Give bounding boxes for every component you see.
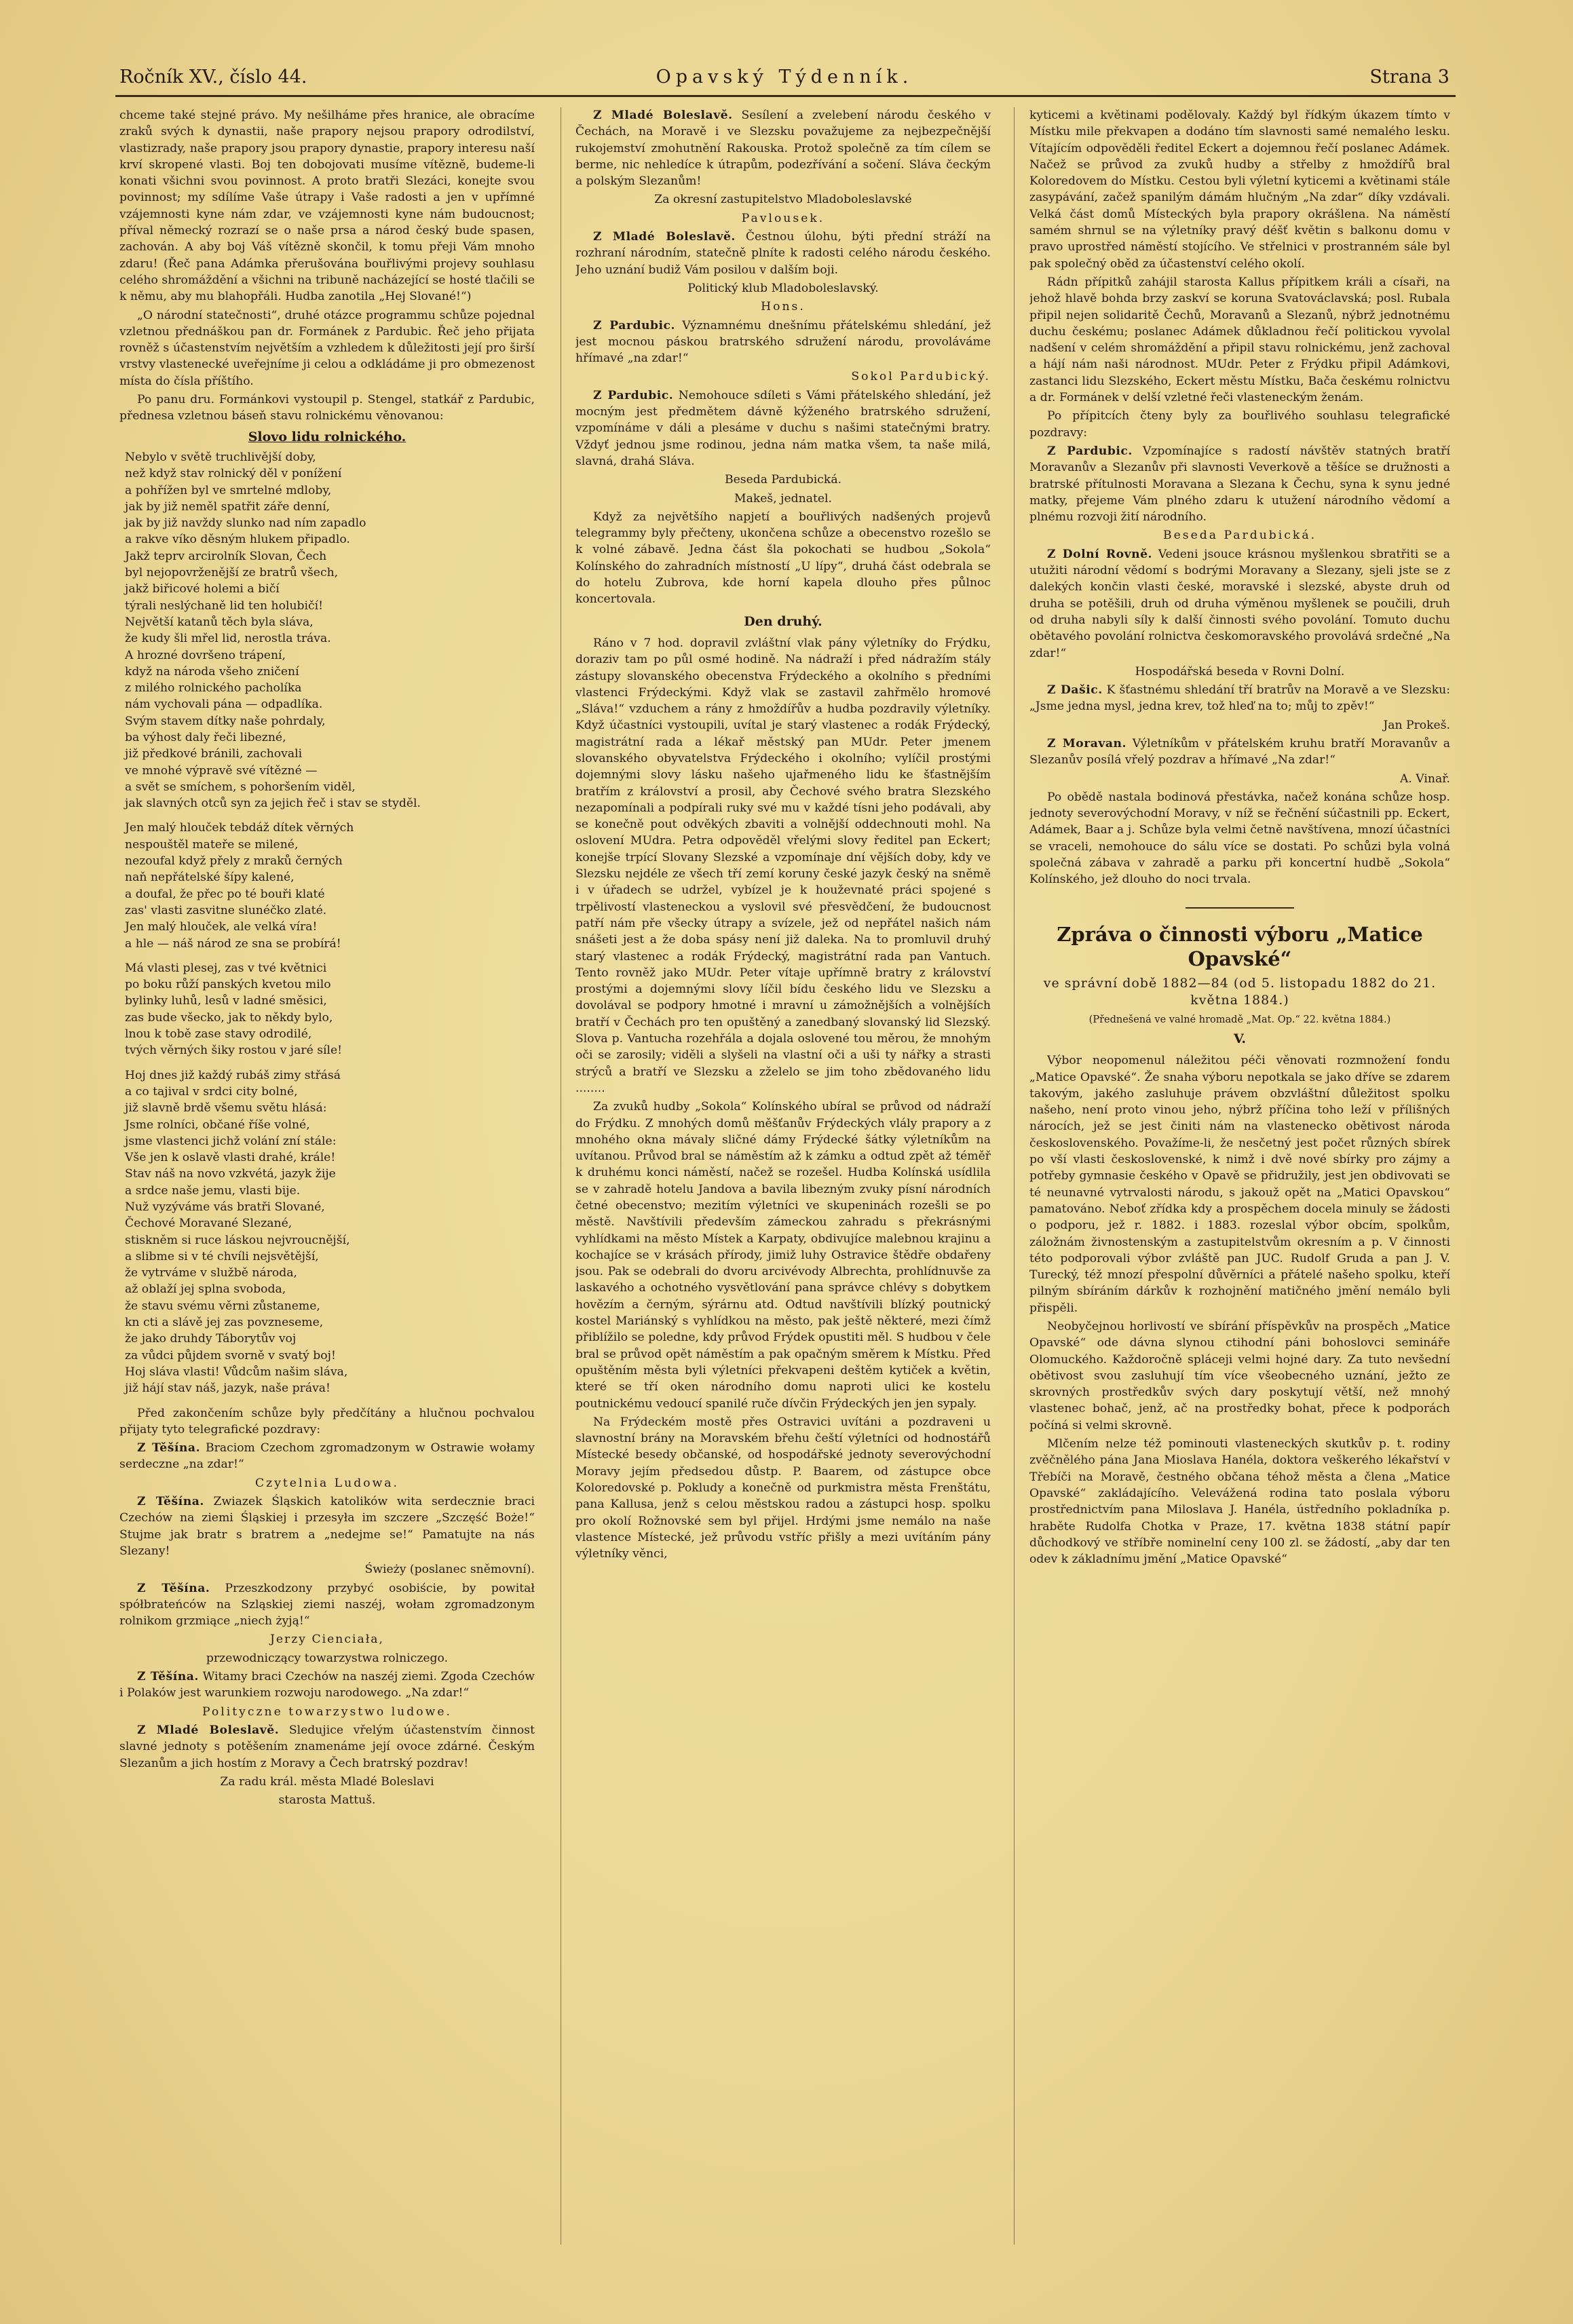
paragraph: Po přípitcích čteny byly za bouřlivého souhlasu telegrafické pozdravy: [1029,409,1450,440]
poem-line: ba výhost daly řeči libezné, [125,730,286,744]
poem-line: již hájí stav náš, jazyk, naše práva! [125,1382,330,1396]
telegram-signature: Beseda Pardubická. [724,473,842,487]
paragraph: Před zakončením schůze byly předčítány a hlučnou pochvalou přijaty tyto telegrafické pozdravy: [119,1406,535,1436]
telegram-text: Vedeni jsouce krásnou myšlenkou sbratřiti se a utužiti národní vědomí s bodrými Moravany a Slezany, sjeli jste se z dalekých končin vlasti české, moravské i slezské, abyste druh od druha se potěšili, druh od druha výměnou myšlenek se poučili, druh od druha nabyli síly k další činnosti svého povolání. Tomuto duchu obětavého povolání rolnictva českomoravského provolává srdečné „Na zdar!“ [1029,547,1450,660]
paragraph: Rádn přípitků zahájil starosta Kallus přípitkem králi a císaři, na jehož hlavě bohda brzy zaskví se koruna Svatováclavská; posl. Rubala připil nejen solidaritě Čechů, Moravanů a Slezanů, nýbrž jednotnému duchu českému; poslanec Adámek důkladnou řečí politickou vyvolal nadšení v celém shromáždění a připil stavu rolnickému, jenž zachoval a hájí nám naši národnost. MUdr. Peter z Frýdku připil Adámkovi, zastanci lidu Slezského, Eckert městu Místku, Bača českému rolnictvu a dr. Formánek v delší vzletné řeči vlasteneckým ženám. [1029,275,1450,405]
poem-line: a srdce naše jemu, vlasti bije. [125,1183,301,1198]
poem-line: že stavu svému věrni zůstaneme, [125,1299,320,1313]
column-3 [1029,107,1450,2238]
poem-line: tvých věrných šiky rostou v jaré síle! [125,1044,343,1058]
paragraph: Neobyčejnou horlivostí ve sbírání příspěvkův na prospěch „Matice Opavské“ ode dávna slynou ctihodní páni bohoslovci semináře Olomuckého. Každoročně spláceji velmi hojné dary. Za tuto nevšední obětivost svou zasluhují tím více všeobecného uznání, ježto ze skrovných prostředkův svých dary poskytují větší, než mnohý vlastenec bohač, jenž, ač na prostředky bohat, přece k podporách počíná si velmi skrovně. [1029,1320,1450,1432]
telegram-signature: Za okresní zastupitelstvo Mladoboleslavské [654,193,912,207]
telegram-signature-name: Makeš, jednatel. [734,491,833,506]
telegram-signature: Beseda Pardubická. [1162,529,1317,543]
telegram-signature-name: starosta Mattuš. [278,1793,376,1808]
article-title: Zpráva o činnosti výboru „Matice Opavské“ [1057,922,1423,970]
poem-line: z milého rolnického pacholíka [125,681,302,696]
poem-line: Jakž teprv arcirolník Slovan, Čech [125,549,327,563]
telegram [575,107,991,189]
poem-stanza [125,820,535,951]
telegram-signature: Czytelnia Ludowa. [254,1476,400,1490]
poem-stanza [125,960,535,1059]
poem-title: Slovo lidu rolnického. [248,429,406,444]
telegram [575,387,991,470]
poem-line: jakž biřicové holemi a bičí [125,582,280,596]
poem-line: lnou k tobě zase stavy odrodilé, [125,1027,312,1042]
poem-line: bylinky luhů, lesů v ladné směsici, [125,994,327,1008]
telegram [1029,546,1450,662]
poem-line: Stav náš na novo vzkvétá, jazyk žije [125,1167,336,1181]
poem-line: Jsme rolníci, občané říše volné, [125,1118,310,1132]
telegram-place: Z Těšína. [137,1581,210,1595]
article-subtitle: ve správní době 1882—84 (od 5. listopadu 1882 do 21. května 1884.) [1043,975,1437,1008]
telegram-place: Z Dolní Rovně. [1047,547,1153,561]
column-2 [575,107,991,2238]
poem-line: kn cti a slávě jej zas povzneseme, [125,1316,324,1330]
poem-stanza [125,1067,535,1397]
poem-line: než když stav rolnický děl v ponížení [125,467,342,481]
poem-line: když na národa všeho zničení [125,664,299,679]
paragraph: Po panu dru. Formánkovi vystoupil p. Stengel, statkář z Pardubic, přednesa vzletnou báseň stavu rolnickému věnovanou: [119,393,535,423]
poem-line: jak by již neměl spatřit záře denní, [125,499,330,514]
poem-stanza [125,449,535,812]
poem-line: již předkové bránili, zachovali [125,747,303,761]
poem-line: jsme vlastenci jichž volání zní stále: [125,1134,337,1148]
paragraph: Ráno v 7 hod. dopravil zvláštní vlak pány výletníky do Frýdku, doraziv tam po půl osmé hodině. Na nádraží i před nádražím stály zástupy slovanského obecenstva Frýdeckého a okolního s předními vlastenci Frýdeckými. Když vlak se zastavil zahřmělo hromové „Sláva!“ vzduchem a rány z hmoždířův a hudba pozdravily výletníky. Když účastníci vystoupili, uvítal je starý vlastenec a rodák Frýdecký, magistrátní rada a lékař městský pan MUdr. Peter jmenem slovanského obyvatelstva Frýdeckého i okolního; vylíčil prostými dojemnými slovy lásku našeho ujařmeného lidu ke šťastnějším bratřím z království a prosil, aby Čechové svého bratra Slezského nezapomínali a podpírali ruky své mu v každé tísni jeho podávali, aby se konečně pout odvěkých zbaviti a volnější oddechnouti mohl. Na oslovení MUdra. Petra odpověděl vřelými slovy ředitel pan Eckert; konejše trpící Slovany Slezské a vzpomínaje dní vějších doby, kdy ve Slezsku nejdéle ze všech tří zemí koruny české jazyk český na sněmě i v úřadech se udržel, vybízel je k houževnaté práci spojené s trpělivostí vlasteneckou a vyslovil své přesvědčení, že budoucnost patří nám pře všecky útrapy a svízele, jež od nepřátel našich nám snášeti jest a že doba spásy není již daleka. Na to promluvil druhý starý vlastenec a rodák Frýdecký, magistrátní rada pan Vantuch. Tento rovněž jako MUdr. Peter vítaje upřímně bratry z království prostými a dojemnými slovy líčil bídu českého lidu ve Slezsku a dovolával se podpory hmotné i mravní u zámožnějších a volnějších bratří v Čechách pro ten opuštěný a zanedbaný slovanský lid Slezský. Slova p. Vantucha rozehřála a dojala oslovené tou měrou, že mnohým oči se zarosily; viděli a slyšeli na vlastní oči a uši ty nářky a strasti strýců a bratří ve Slezsku a zželelo se jim toho zbědovaného lidu ........ [575,636,991,1095]
poem-line: až oblaží jej splna svoboda, [125,1282,286,1297]
telegram [119,1440,535,1473]
poem-line: jak slavných otců syn za jejich řeč i stav se styděl. [125,797,421,811]
telegram-place: Z Těšína. [137,1441,201,1455]
poem-line: nezoufal když přely z mraků černých [125,854,343,869]
paragraph: Když za největšího napjetí a bouřlivých nadšených projevů telegrammy byly přečteny, ukončena schůze a obecenstvo rozešlo se k volné zábavě. Jedna část šla pokochati se hudbou „Sokola“ Kolínského do zahradních místností „U lípy“, druhá část odebrala se do hotelu Zubrova, kde horní kapela dlouho přes půlnoc koncertovala. [575,510,991,607]
telegram-place: Z Těšína. [137,1495,204,1509]
poem-line: a hle — náš národ ze sna se probírá! [125,936,341,951]
poem-line: týrali neslýchaně lid ten holubičí! [125,598,324,613]
telegram [1029,682,1450,715]
telegram-text: K šťastnému shledání tří bratrův na Moravě a ve Slezsku: „Jsme jedna mysl, jedna krev, tož hleď na to; můj to zpěv!“ [1029,683,1450,714]
paragraph: „O národní statečnosti“, druhé otázce programmu schůze pojednal vzletnou přednáškou pan dr. Formánek z Pardubic. Řeč jeho přijata rovněž s účastenstvím největším a vzhledem k důležitosti její pro širší vrstvy vlastenecké uveřejníme ji celou a odkládáme ji pro obmezenost místa do čísla příštího. [119,308,535,388]
poem-line: již slavně brdě všemu světu hlásá: [125,1101,327,1116]
poem-line: Hoj sláva vlasti! Vůdcům našim sláva, [125,1365,348,1379]
poem-line: zas bude všecko, jak to někdy bylo, [125,1010,333,1025]
telegram-signature: A. Vinař. [1399,772,1450,786]
poem-line: a pohřížen byl ve smrtelné mdloby, [125,483,332,497]
paragraph: chceme také stejné právo. My nešilháme přes hranice, ale obracíme zraků svých k dynastii, naše prapory nejsou prapory odrodilství, vlastizrady, naše prapory jsou prapory dynastie, prapory interesu naší krví skropené vlasti. Boj ten dobojovati musíme vítězně, budeme-li konati všichni svou povinnost. A proto bratři Slezáci, konejte svou povinnost; my sdílíme Vaše útrapy i Vaše radosti a jen v upřímné vzájemnosti kyne nám zdar, ve vzájemnosti kyne nám budoucnost; příval německý rozrazí se o naše prsa a národ český bude spasen, zachován. A aby boj Váš vítězně skončil, k tomu přeji Vám mnoho zdaru! (Řeč pana Adámka přerušována bouřlivými projevy souhlasu celého shromáždění a všichni na tribuně nacházející se hosté tlačili se k němu, aby mu blahopřáli. Hudba zanotila „Hej Slované!“) [119,109,535,304]
telegram-place: Z Mladé Boleslavě. [593,230,736,244]
telegram [119,1493,535,1559]
telegram-place: Z Mladé Boleslavě. [137,1723,280,1737]
telegram [575,318,991,367]
poem-line: Má vlasti plesej, zas v tvé květnici [125,961,327,975]
newspaper-title: Opavský Týdenník. [656,66,913,88]
telegram-signature: Hospodářská beseda v Rovni Dolní. [1135,664,1345,679]
poem-line: jak by již navždy slunko nad ním zapadlo [125,516,366,531]
telegram-place: Z Těšína. [137,1670,199,1684]
page-number: Strana 3 [1369,66,1449,88]
poem-line: stiskněm si ruce láskou nejvroucnější, [125,1233,350,1247]
issue-number: Ročník XV., číslo 44. [119,66,307,88]
telegram-text: Výletníkům v přátelském kruhu bratří Moravanův a Slezanův posílá vřelý pozdrav a hřímavé „Na zdar!“ [1029,736,1450,767]
poem-line: že kudy šli mřel lid, nerostla tráva. [125,632,331,646]
telegram-text: Zwiazek Śląskich katolików wita serdecznie braci Czechów na ziemi Śląskiej i przesyła im szczere „Szczęść Boże!“ Stujme jak bratr s bratrem a „nedejme se!“ Pamatujte na nás Slezany! [119,1495,535,1558]
poem-line: A hrozné dovršeno trápení, [125,648,286,662]
poem-line: nespouštěl mateře se milené, [125,837,299,852]
telegram-signature: Polityczne towarzystwo ludowe. [202,1704,452,1719]
column-divider [1014,107,1015,2245]
telegram [119,1669,535,1702]
paragraph: Mlčením nelze též pominouti vlasteneckých skutkův p. t. rodiny zvěčnělého pána Jana Mioslava Hanéla, doktora veškerého lékařství v Třebíči na Moravě, čestného občana téhož města a člena „Matice Opavské“ zakládajícího. Velevážená rodina tato poslala výboru prostřednictvím pana Miloslava J. Hanéla, ústředního pokladníka p. hraběte Rudolfa Chotka v Praze, 17. května 1838 státní papír důchodkový ve stříbře nominelní ceny 100 zl. se žádostí, „aby dar ten odev k základnímu jmění „Matice Opavské“ [1029,1437,1450,1567]
telegram-signature-name: Hons. [761,300,806,314]
article-note: (Přednešená ve valné hromadě „Mat. Op.“ 22. května 1884.) [1088,1014,1391,1025]
poem-line: a rakve víko děsným hlukem připadlo. [125,533,350,547]
telegram-place: Z Pardubic. [593,318,675,332]
telegram-place: Z Mladé Boleslavě. [593,109,733,122]
telegram-text: Braciom Czechom zgromadzonym w Ostrawie wołamy serdeczne „na zdar!“ [119,1441,535,1472]
poem-line: byl nejopovrženější ze bratrů všech, [125,566,339,580]
telegram [1029,443,1450,525]
poem-line: Nebylo v světě truchlivější doby, [125,450,316,464]
poem-line: že vytrváme v službě národa, [125,1266,297,1280]
poem-line: nám vychovali pána — odpadlíka. [125,698,323,712]
telegram-signature: Za radu král. města Mladé Boleslavi [220,1774,434,1789]
poem-line: naň nepřátelské šípy kalené, [125,871,295,885]
poem-line: za vůdci půjdem svorně v svatý boj! [125,1348,336,1363]
telegram-signature-title: przewodniczący towarzystwa rolniczego. [206,1651,449,1665]
poem-line: Jen malý hlouček, ale velká víra! [125,920,318,934]
poem-line: ve mnohé výpravě své vítězné — [125,763,318,778]
telegram-text: Przeszkodzony przybyć osobiście, by powitał spółbrateńców na Szląskiej ziemi naszéj, wołam zgromadzonym rolnikom grzmiące „niech żyją!“ [119,1581,535,1628]
section-separator [1186,907,1294,909]
telegram-text: Vzpomínajíce s radostí návštěv statných bratří Moravanův a Slezanův při slavnosti Veverkově a těšíce se družnosti a bratrské přítulnosti Moravana a Slezana k Čechu, syna k synu jedné matky, přejeme Vám plného zdaru k utužení národního vědomí a plnému rozvoji žití národního. [1029,444,1450,525]
telegram-place: Z Dašic. [1047,683,1103,698]
telegram-text: Nemohouce sdíleti s Vámi přátelského shledání, jež mocným jest předmětem dávně kýženého bratrského sdružení, vzpomínáme v dáli a plesáme v duchu s našimi statečnými bratry. Vždyť jednou jsme rodinou, jedna nám matka všem, ta naše milá, slavná, drahá Sláva. [575,388,991,468]
paragraph: Na Frýdeckém mostě přes Ostravici uvítáni a pozdraveni u slavnostní brány na Moravském břehu čeští výletníci od hodnostářů Místecké besedy občanské, od hospodářské jednoty severovýchodní Moravy jejím předsedou důstp. P. Baarem, od zástupce obce Koloredovské p. Pokludy a konečně od purkmistra města Frenštátu, pana Kallusa, jenž s celou městskou radou a zástupci hosp. spolku pro okolí Rožnovské sem byl přijel. Hrdými jsme nemálo na naše vlastence Místecké, jež průvodu vstříc přišly a mezi uvítáním pány výletníky věnci, [575,1415,991,1561]
poem-line: Nuž vyzýváme vás bratři Slované, [125,1200,325,1214]
poem-line: Největší katanů těch byla sláva, [125,615,314,629]
column-1 [119,107,535,2238]
telegram-text: Witamy braci Czechów na naszéj ziemi. Zgoda Czechów i Polaków jest warunkiem rozwoju narodowego. „Na zdar!“ [119,1670,535,1700]
telegram [119,1580,535,1630]
poem-line: že jako druhdy Táborytův voj [125,1332,297,1346]
telegram-signature: Jerzy Cienciała, [269,1633,385,1647]
poem-line: po boku růží panských kvetou milo [125,978,331,992]
telegram-text: Sesílení a zvelebení národu českého v Čechách, na Moravě i ve Slezsku považujeme za nejbezpečnější rukojemství zmohutnění Rakouska. Protož společně za tím cílem se berme, nic nehledíce k útrapům, podezřívání a sočení. Sláva čeckým a polským Slezanům! [575,109,991,189]
header-rule [115,95,1456,97]
telegram-place: Z Pardubic. [593,388,674,402]
telegram-signature: Sokol Pardubický. [851,370,991,384]
poem-line: a doufal, že přec po té bouři klaté [125,887,325,901]
telegram [575,229,991,278]
poem-line: Hoj dnes již každý rubáš zimy střásá [125,1068,341,1082]
poem-line: Vše jen k oslavě vlasti drahé, krále! [125,1151,336,1165]
section-number: V. [1233,1031,1247,1046]
telegram-text: Sledujice vřelým účastenstvím činnost slavné jednoty s potěšením znamenáme její ovoce zdárné. Českým Slezanům a jich hostím z Moravy a Čech bratrský pozdrav! [119,1723,535,1770]
telegram-place: Z Pardubic. [1047,444,1133,458]
telegram-place: Z Moravan. [1047,736,1127,750]
paragraph: Po obědě nastala bodinová přestávka, načež konána schůze hosp. jednoty severovýchodní Moravy, v níž se řečnění súčastnili pp. Eckert, Adámek, Baar a j. Schůze byla velmi četně navštívena, mnozí účastníci se vraceli, nemohouce do sálu více se dostati. Po schůzi byla volná společná zábava v zahradě a parku při koncertní hudbě „Sokola“ Kolínského, jež dlouho do noci trvala. [1029,790,1450,887]
poem-line: zas' vlasti zasvitne slunéčko zlaté. [125,903,327,917]
paragraph: Za zvuků hudby „Sokola“ Kolínského ubíral se průvod od nádraží do Frýdku. Z mnohých domů měšťanův Frýdeckých vlály prapory a z mnohého okna mávaly sličné dámy Frýdecké šátky výletníkům na uvítanou. Průvod bral se náměstím až k zámku a odtud zpět až téměř k druhému konci náměstí, načež se rozešel. Hudba Kolínská usídlila se v zahradě hotelu Jandova a bavila libezným zvuky písní národních četné obecenstvo; mezitím výletníci ve skupeninách rozešli se po městě. Navštívili především zámeckou zahradu s překrásnými vyhlídkami na město Místek a Karpaty, obdivujíce malebnou krajinu a kochajíce se v krásách přírody, jimiž luhy Ostravice štědře obdařeny jsou. Pak se odebrali do dvoru arcivévody Albrechta, prohlídnuvše za laskavého a ochotného vysvětlování pana správce chlévy s dobytkem hovězím a černým, sýrárnu atd. Odtud navštívili blízký poutnický kostel Mariánský s vyhlídkou na město, pak ještě některé, mezi čímž přiblížilo se poledne, kdy průvod Frýdek opustiti měl. S hudbou v čele bral se průvod opět náměstím a pak opačným směrem k Místku. Před opuštěním města byli výletníci překvapeni deštěm kytiček a květin, které se tří oken národního domu naproti ulici ke kostelu poutnickému vedoucí spanilé ruče dívčin Frýdeckých jen jen sypaly. [575,1100,991,1411]
poem-line: a co tajival v srdci city bolné, [125,1084,298,1099]
telegram-text: Čestnou úlohu, býti přední stráží na rozhraní národním, statečně plníte k radosti celého národu českého. Jeho uznání budiž Vám posilou v dalším boji. [575,230,991,277]
poem-line: a slibme si v té chvíli nejsvětější, [125,1249,319,1263]
telegram-signature: Politický klub Mladoboleslavský. [687,281,879,295]
telegram [1029,736,1450,769]
telegram-signature-name: Pavlousek. [741,211,825,225]
poem-line: Svým stavem dítky naše pohrdaly, [125,714,326,728]
paragraph: Výbor neopomenul náležitou péči věnovati rozmnožení fondu „Matice Opavské“. Že snaha výboru nepotkala se jako dříve se zdarem takovým, jakého zasluhuje právem obzvláštní důležitost spolku našeho, není proto vinou jeho, nýbrž příčina toho leží v přílišných nárocích, jež se jest činiti nám na vlastenecko obětivost národa československého. Považíme-li, že nesčetný jest počet různých sbírek po vší vlasti československé, k nimž i dvě nové sbírky pro zájmy a potřeby gymnasie českého v Opavě se přidružily, jest jen obdivovati se té neunavné vytrvalosti národu, s jakouž opět na „Matici Opavskou“ pamatováno. Neboť zřídka kdy a prospěchem docela minuly se žádosti o podporu, jež r. 1882. i 1883. rozeslal výbor obcím, spolkům, záložnám živnostenským a zastupitelstvům okresním a p. V činnosti této podporovali výbor zvláště pan JUC. Rudolf Gruda a pan J. V. Turecký, též mnozí přespolní důvěrníci a přátelé našeho spolku, kteří pilným sbíráním dárkův k rozhojnění matičného jmění nemálo byli přispěli. [1029,1054,1450,1315]
telegram-signature: Jan Prokeš. [1383,718,1450,732]
telegram [119,1722,535,1772]
section-heading: Den druhý. [744,613,822,629]
telegram-text: Významnému dnešnímu přátelskému shledání, jež jest mocnou páskou bratrského sdružení národu, provoláváme hřímavé „na zdar!“ [575,318,991,366]
poem-line: Jen malý hlouček tebdáž dítek věrných [125,821,354,835]
poem-line: a svět se smíchem, s pohoršením viděl, [125,780,356,794]
paragraph: kyticemi a květinami podělovaly. Každý byl řídkým úkazem tímto v Místku mile překvapen a dodáno tím slavnosti samé nemalého lesku. Vítajícím odpověděli ředitel Eckert a dojemnou řečí poslanec Adámek. Načež se průvod za zvuků hudby a střelby z hmoždířů bral Koloredovem do Místku. Cestou byli výletní kyticemi a květinami stále zasypávání, začež spanilým dámám hlučným „Na zdar“ díky vzdávali. Velká část domů Místeckých byla prapory okrášlena. Na náměstí samém shrnul se na výletníky pravý déšť květin s balkonu domu v pravo uprostřed náměstí stojícího. Ve střelnici v prostranném sále byl pak společný oběd za účastenství celého okolí. [1029,109,1450,271]
telegram-signature: Świeży (poslanec sněmovní). [364,1563,535,1577]
poem [125,449,535,1397]
poem-line: Čechové Moravané Slezané, [125,1217,292,1231]
